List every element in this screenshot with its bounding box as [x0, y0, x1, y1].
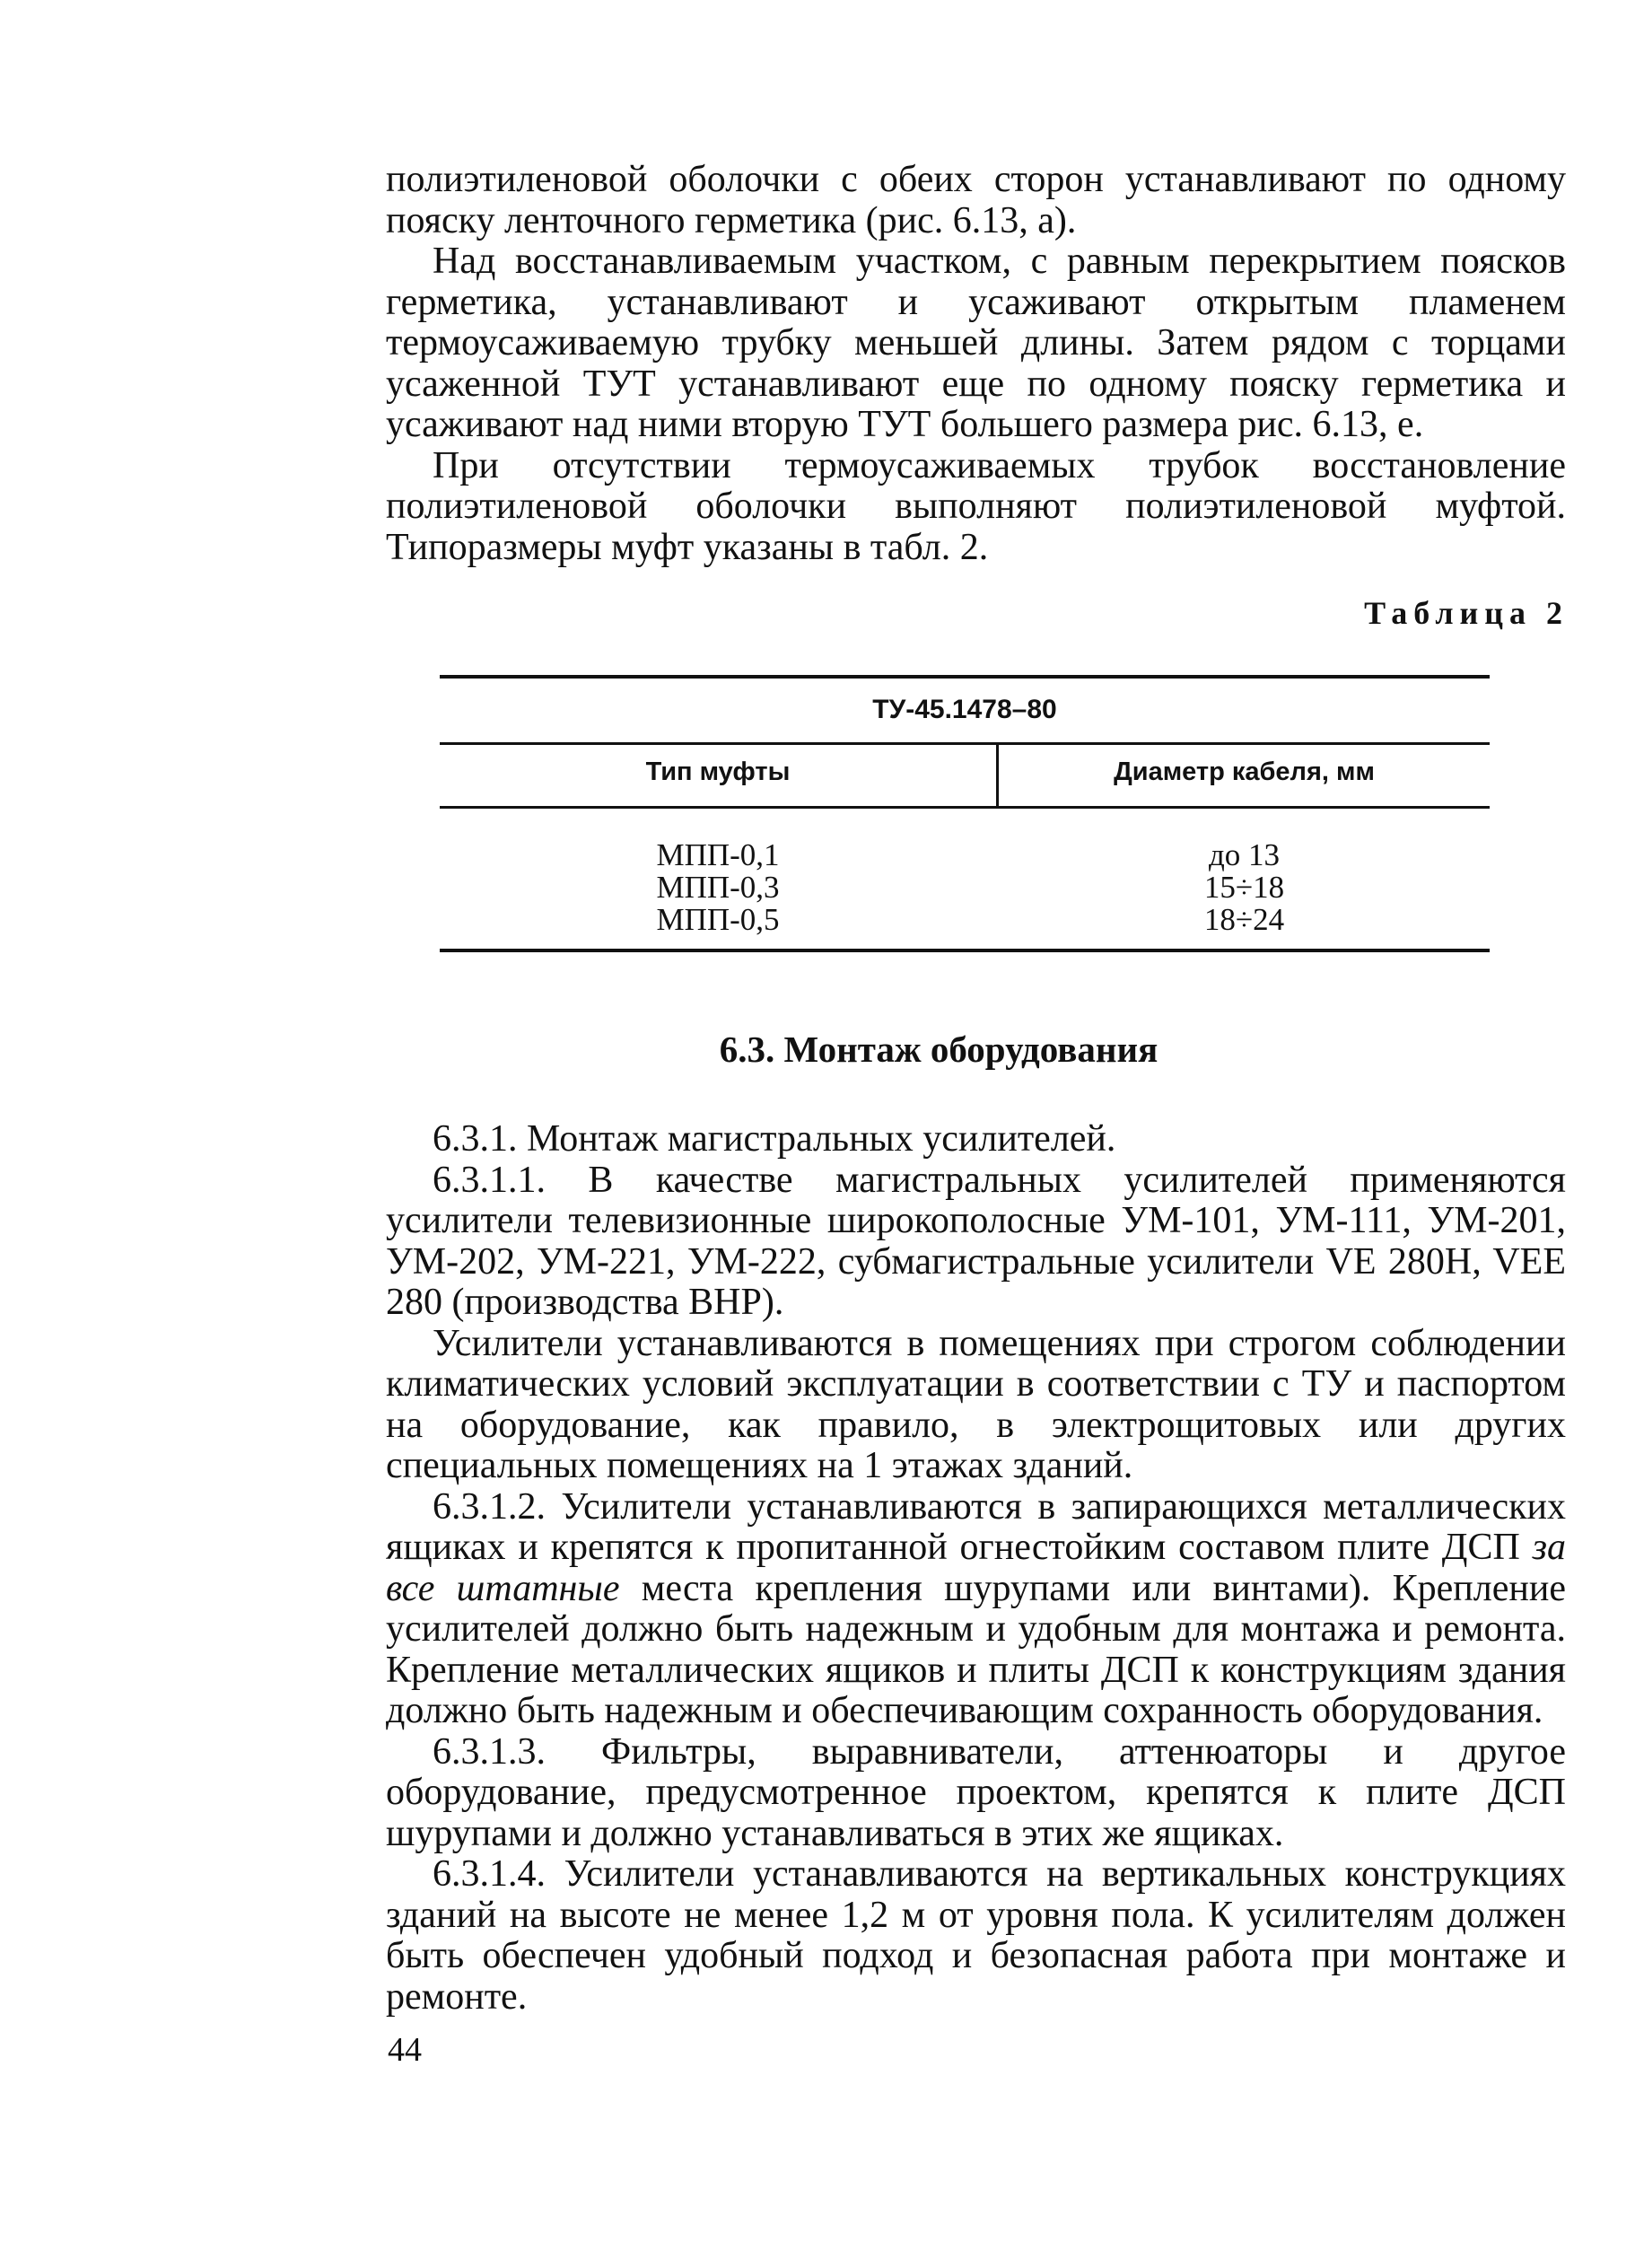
section-text	[386, 1119, 1566, 2018]
column-header-type: Тип муфты	[645, 757, 791, 786]
intro-paragraph-2: Над восстанавливаемым участком, с равным перекрытием поясков герметика, устанавливают и усаживают открытым пламенем термоусаживаемую трубку меньшей длины. Затем рядом с торцами усаженной ТУТ устанавливают еще по одному пояску герметика и усаживают над ними вторую ТУТ большего размера рис. 6.13, е.	[386, 241, 1566, 445]
table-top-rule	[440, 675, 1490, 679]
table-row	[440, 839, 1490, 871]
section-paragraph-6: 6.3.1.4. Усилители устанавливаются на вертикальных конструкциях зданий на высоте не менее 1,2 м от уровня пола. К усилителям должен быть обеспечен удобный подход и безопасная работа при монтаже и ремонте.	[386, 1853, 1566, 2018]
intro-text	[386, 160, 1566, 568]
column-header-diameter: Диаметр кабеля, мм	[1114, 757, 1375, 786]
section-paragraph-4-end: места крепления шурупами или винтами). Крепление усилителей должно быть надежным и удобным для монтажа и ремонта. Крепление металлических ящиков и плиты ДСП к конструкциям здания должно быть надежным и обеспечивающим сохранность оборудования.	[386, 1567, 1566, 1731]
table-cell-type: МПП-0,3	[656, 870, 780, 905]
section-paragraph-4	[386, 1487, 1566, 1732]
intro-paragraph-3: При отсутствии термоусаживаемых трубок восстановление полиэтиленовой оболочки выполняют полиэтиленовой муфтой. Типоразмеры муфт указаны в табл. 2.	[386, 444, 1566, 568]
table-cell-diameter: до 13	[1208, 837, 1281, 872]
section-paragraph-4-italic: за все штатные	[386, 1527, 1566, 1609]
section-paragraph-5: 6.3.1.3. Фильтры, выравниватели, аттенюаторы и другое оборудование, предусмотренное проектом, крепятся к плите ДСП шурупами и должно устанавливаться в этих же ящиках.	[386, 1730, 1566, 1854]
table-body-rule	[440, 806, 1490, 809]
table-caption: Таблица 2	[1364, 595, 1569, 631]
table-body	[440, 839, 1490, 936]
page-number: 44	[388, 2031, 422, 2069]
section-paragraph-4-start: 6.3.1.2. Усилители устанавливаются в запирающихся металлических ящиках и крепятся к пропитанной огнестойким составом плите ДСП	[386, 1485, 1566, 1568]
table-cell-type: МПП-0,5	[656, 902, 780, 937]
section-heading: 6.3. Монтаж оборудования	[719, 1029, 1158, 1070]
table-cell-type: МПП-0,1	[656, 837, 780, 872]
table-standard: ТУ-45.1478–80	[872, 695, 1057, 724]
table-cell-diameter: 18÷24	[1203, 902, 1285, 937]
table-bottom-rule	[440, 949, 1490, 952]
intro-paragraph-1: полиэтиленовой оболочки с обеих сторон устанавливают по одному пояску ленточного герметика (рис. 6.13, а).	[386, 159, 1566, 241]
table-header-rule	[440, 742, 1490, 745]
table-cell-diameter: 15÷18	[1203, 870, 1285, 905]
section-paragraph-3: Усилители устанавливаются в помещениях при строгом соблюдении климатических условий эксплуатации в соответствии с ТУ и паспортом на оборудование, как правило, в электрощитовых или других специальных помещениях на 1 этажах зданий.	[386, 1322, 1566, 1486]
table-row	[440, 904, 1490, 936]
section-paragraph-2: 6.3.1.1. В качестве магистральных усилителей применяются усилители телевизионные широкополосные УМ-101, УМ-111, УМ-201, УМ-202, УМ-221, УМ-222, субмагистральные усилители VE 280H, VEE 280 (производства ВНР).	[386, 1159, 1566, 1323]
table-row	[440, 871, 1490, 904]
section-paragraph-1: 6.3.1. Монтаж магистральных усилителей.	[433, 1118, 1116, 1160]
